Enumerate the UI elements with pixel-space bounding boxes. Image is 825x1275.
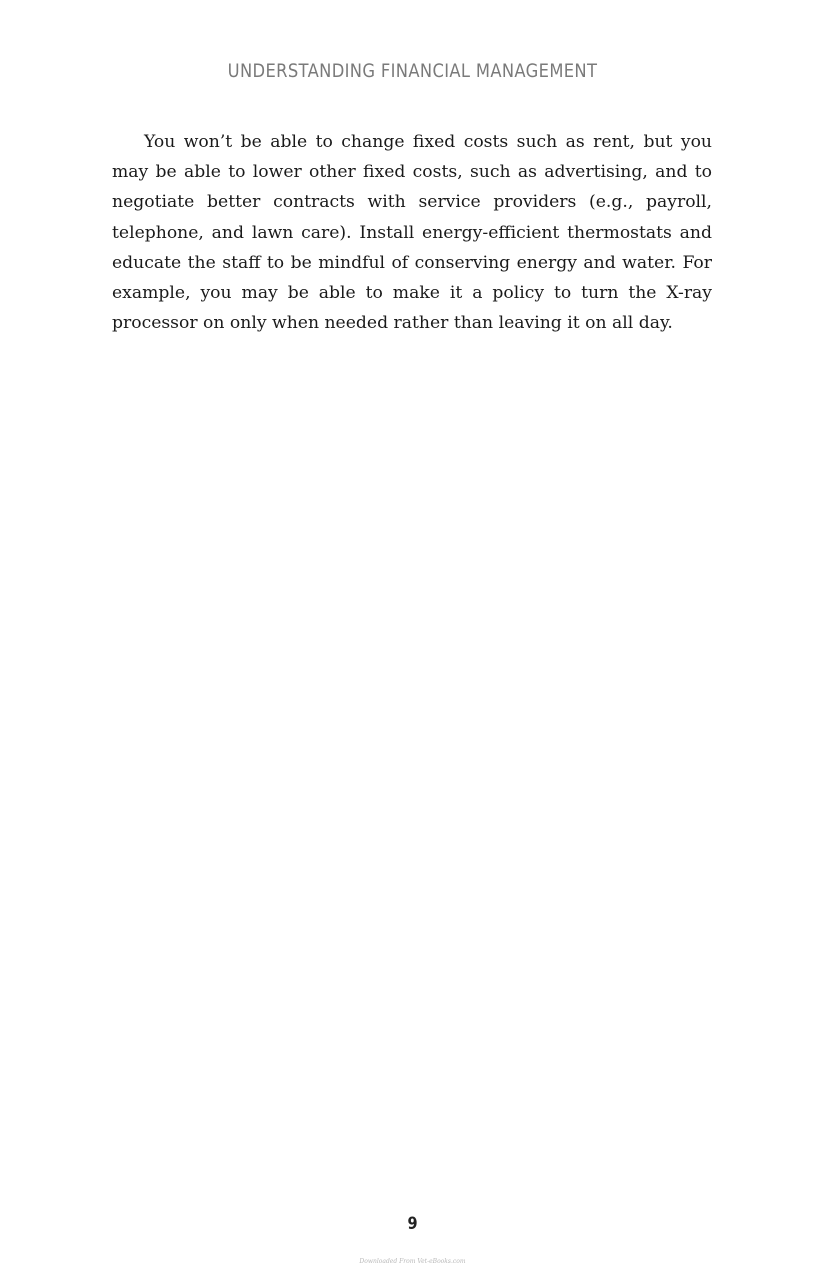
page-number: 9 — [407, 1214, 418, 1234]
download-watermark: Downloaded From Vet-eBooks.com — [359, 1258, 466, 1265]
running-header-title: UNDERSTANDING FINANCIAL MANAGEMENT — [227, 60, 598, 82]
body-paragraph: You won’t be able to change fixed costs such as rent, but you may be able to lower other fixed costs, such as advertising, and to negotiate better contracts with service providers (e.g., payroll, telephone, and lawn care). Install energy-efficient thermostats and educate the staff to be mindful of conserving energy and water. For example, you may be able to make it a policy to turn the X-ray processor on only when needed rather than leaving it on all day. — [112, 132, 712, 334]
